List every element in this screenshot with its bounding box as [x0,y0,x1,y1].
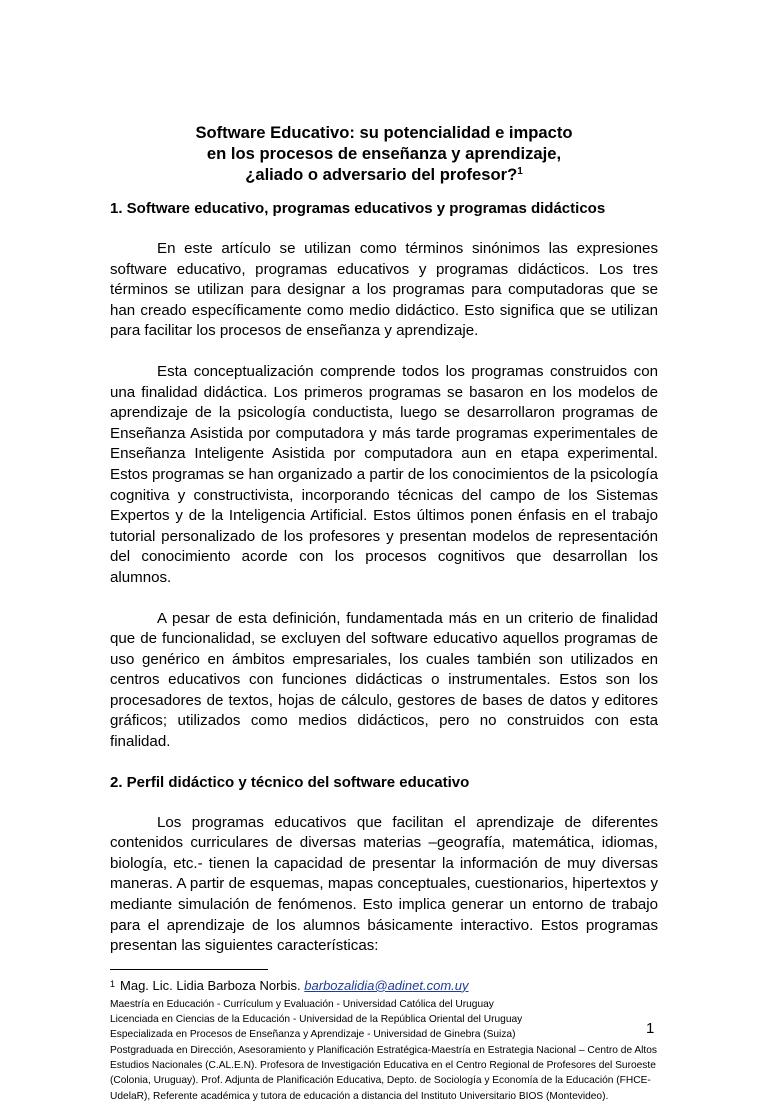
section-2-heading: 2. Perfil didáctico y técnico del software educativo [110,773,470,791]
footnote-line-4: Postgraduada en Dirección, Asesoramiento y Planificación Estratégica-Maestría en Estrategia Nacional – Centro de Altos Estudios Nacionales (C.AL.E.N). Profesora de Investigación Educativa en el Centro Regional de Profesores del Suroeste (Colonia, Uruguay). Prof. Adjunta de Planificación Educativa, Depto. de Sociología y Economía de la Educación (FHCE-UdelaR), Referente académica y tutora de educación a distancia del Instituto Universitario BIOS (Montevideo). [110,1044,658,1102]
section-1-heading: 1. Software educativo, programas educativos y programas didácticos [110,200,606,217]
footnote-author: Mag. Lic. Lidia Barboza Norbis. [120,977,305,993]
section-1-paragraph-1: En este artículo se utilizan como términos sinónimos las expresiones software educativo, programas educativos y programas didácticos. Los tres términos se utilizan para designar a los programas para computadoras que se han creado específicamente como medio didáctico. Esto significa que se utilizan para facilitar los procesos de enseñanza y aprendizaje. [110,240,658,340]
title-line-3 [110,164,658,185]
title-footnote-marker[interactable]: 1 [517,166,523,177]
title-line-2: en los procesos de enseñanza y aprendizaje, [206,144,562,163]
footnote-author-line [110,977,658,995]
footnote-marker: 1 [110,978,116,989]
footnote-email-link[interactable]: barbozalidia@adinet.com.uy [304,977,469,993]
footnote [110,977,658,1104]
footnote-line-3: Especializada en Procesos de Enseñanza y Aprendizaje - Universidad de Ginebra (Suiza) [110,1029,516,1041]
section-1-paragraph-2: Esta conceptualización comprende todos los programas construidos con una finalidad didáctica. Los primeros programas se basaron en los modelos de aprendizaje de la psicología conductista, luego se desarrollaron programas de Enseñanza Asistida por computadora y más tarde programas experimentales de Enseñanza Inteligente Asistida por computadora aun en etapa experimental. Estos programas se han organizado a partir de los conocimientos de la psicología cognitiva y constructivista, incorporando técnicas del campo de los Sistemas Expertos y de la Inteligencia Artificial. Estos últimos ponen énfasis en el trabajo tutorial personalizado de los profesores y presentan modelos de representación del conocimiento acorde con los procesos cognitivos que desarrollan los alumnos. [110,362,658,586]
page-number: 1 [646,1020,655,1037]
document-page [110,122,658,1104]
title-line-1: Software Educativo: su potencialidad e impacto [195,123,573,142]
section-1-paragraph-3: A pesar de esta definición, fundamentada más en un criterio de finalidad que de funcionalidad, se excluyen del software educativo aquellos programas de uso genérico en ámbitos empresariales, los cuales también son utilizados en centros educativos con funciones didácticas o instrumentales. Estos son los procesadores de textos, hojas de cálculo, gestores de bases de datos y editores gráficos; utilizados como medios didácticos, pero no construidos con esta finalidad. [110,609,658,751]
footnote-line-2: Licenciada en Ciencias de la Educación - Universidad de la República Oriental del Uruguay [110,1014,523,1026]
document-title [110,122,658,185]
footnote-divider [110,969,268,970]
footnote-line-1: Maestría en Educación - Currículum y Evaluación - Universidad Católica del Uruguay [110,998,494,1010]
title-line-3-text: ¿aliado o adversario del profesor? [245,165,518,184]
section-2-paragraph-1: Los programas educativos que facilitan el aprendizaje de diferentes contenidos curriculares de diversas materias –geografía, matemática, idiomas, biología, etc.- tienen la capacidad de presentar la información de muy diversas maneras. A partir de esquemas, mapas conceptuales, cuestionarios, hipertextos y mediante simulación de fenómenos. Esto implica generar un entorno de trabajo para el aprendizaje de los alumnos básicamente interactivo. Estos programas presentan las siguientes características: [110,813,658,955]
